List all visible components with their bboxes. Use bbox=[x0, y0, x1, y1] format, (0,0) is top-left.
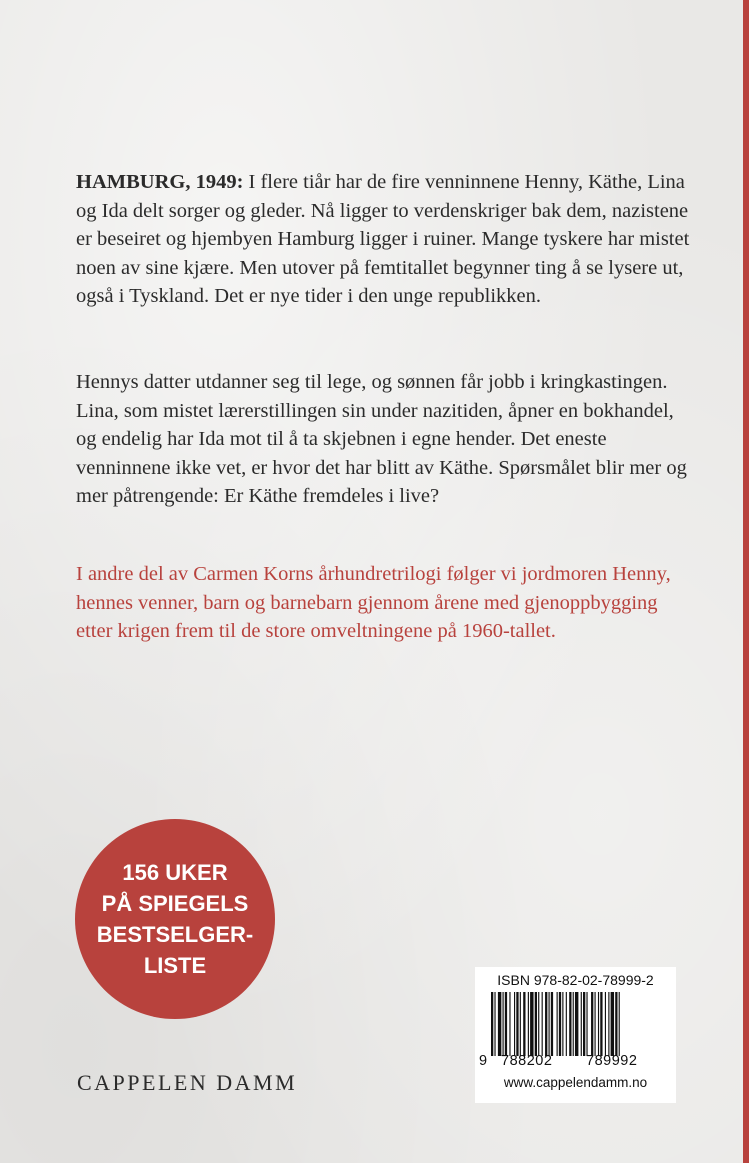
barcode-bar bbox=[491, 992, 493, 1056]
barcode-bar bbox=[494, 992, 495, 1056]
blurb-paragraph-2: Hennys datter utdanner seg til lege, og sønnen får jobb i kringkastingen. Lina, som mistet lærerstillingen sin under nazitiden, åpner en bokhandel, og endelig har Ida mot til å ta skjebnen i egne hender. Det eneste venninnene ikke vet, er hvor det har blitt av Käthe. Spørsmålet blir mer og mer påtrengende: Er Käthe fremdeles i live? bbox=[76, 371, 687, 507]
barcode-bar bbox=[505, 992, 507, 1056]
blurb-paragraph-1-text: I flere tiår har de fire venninnene Henny, Käthe, Lina og Ida delt sorger og gleder. Nå ligger to verdenskriger bak dem, nazistene er beseiret og hjembyen Hamburg ligger i ruiner. Mange tyskere har mistet noen av sine kjære. Men utover på femtitallet begynner ting å se lysere ut, også i Tyskland. Det er nye tider i den unge republikken. bbox=[76, 171, 690, 307]
barcode-icon bbox=[491, 992, 663, 1056]
barcode-bar bbox=[509, 992, 510, 1056]
barcode-bar bbox=[611, 992, 614, 1056]
barcode-bar bbox=[549, 992, 550, 1056]
barcode-bar bbox=[586, 992, 587, 1056]
barcode-bar bbox=[528, 992, 529, 1056]
isbn-label: ISBN 978-82-02-78999-2 bbox=[497, 972, 654, 988]
barcode-bar bbox=[583, 992, 585, 1056]
bestseller-badge bbox=[75, 819, 275, 1019]
barcode-bar bbox=[523, 992, 525, 1056]
badge-line-3: BESTSELGER- bbox=[96, 922, 254, 947]
barcode-bar bbox=[619, 992, 620, 1056]
barcode-bar bbox=[566, 992, 567, 1056]
barcode-bar bbox=[595, 992, 596, 1056]
barcode-bar bbox=[615, 992, 617, 1056]
barcode-bar bbox=[520, 992, 521, 1056]
blurb-paragraph-3: I andre del av Carmen Korns århundretrilogi følger vi jordmoren Henny, hennes venner, barn og barnebarn gjennom årene med gjenoppbygging etter krigen frem til de store omveltningene på 1960-tallet. bbox=[76, 563, 671, 642]
barcode-bar bbox=[551, 992, 553, 1056]
barcode-digit-first: 9 bbox=[479, 1053, 488, 1069]
barcode-bar bbox=[581, 992, 582, 1056]
barcode-bar bbox=[514, 992, 515, 1056]
barcode-digits-left: 788202 bbox=[501, 1053, 553, 1069]
barcode-bar bbox=[516, 992, 518, 1056]
blurb-lead: HAMBURG, 1949: bbox=[76, 171, 244, 193]
barcode-bar bbox=[569, 992, 571, 1056]
barcode-bar bbox=[575, 992, 578, 1056]
publisher-url: www.cappelendamm.no bbox=[503, 1075, 648, 1090]
barcode-bar bbox=[608, 992, 609, 1056]
barcode-bar bbox=[605, 992, 606, 1056]
badge-line-2: PÅ SPIEGELS bbox=[101, 891, 249, 916]
barcode-bar bbox=[542, 992, 543, 1056]
spine-edge-stripe bbox=[743, 0, 749, 1163]
publisher-logo: CAPPELEN DAMM bbox=[77, 1070, 298, 1095]
barcode-bar bbox=[557, 992, 558, 1056]
barcode-digits-right: 789992 bbox=[586, 1053, 638, 1069]
barcode-bar bbox=[530, 992, 533, 1056]
barcode-bar bbox=[545, 992, 547, 1056]
barcode-bar bbox=[559, 992, 561, 1056]
barcode-box bbox=[475, 967, 676, 1103]
barcode-bar bbox=[538, 992, 539, 1056]
barcode-bar bbox=[598, 992, 599, 1056]
barcode-bar bbox=[503, 992, 504, 1056]
badge-line-4: LISTE bbox=[143, 953, 207, 978]
barcode-bar bbox=[573, 992, 574, 1056]
barcode-bar bbox=[535, 992, 537, 1056]
badge-line-1: 156 UKER bbox=[122, 860, 228, 885]
barcode-bar bbox=[562, 992, 563, 1056]
barcode-bar bbox=[498, 992, 501, 1056]
blurb-paragraph-1 bbox=[76, 168, 694, 311]
barcode-bar bbox=[600, 992, 602, 1056]
barcode-bar bbox=[591, 992, 593, 1056]
